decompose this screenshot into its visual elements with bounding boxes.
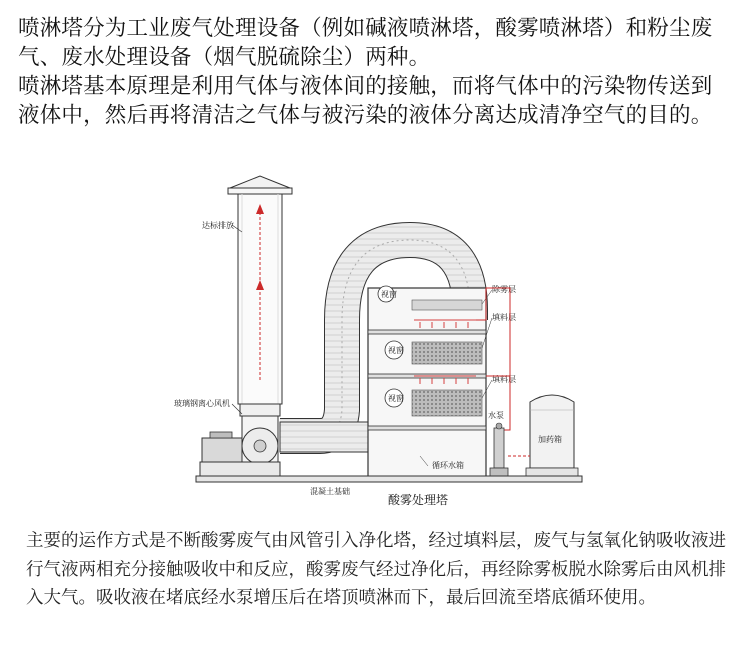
exhaust-stack <box>238 194 282 404</box>
diagram-svg <box>170 170 590 510</box>
stack-hood <box>228 176 292 194</box>
summary-paragraph: 主要的运作方式是不断酸雾废气由风管引入净化塔，经过填料层，废气与氢氧化钠吸收液进行气液两相充分接触吸收中和反应，酸雾废气经过净化后，再经除雾板脱水除雾后由风机排入大气。吸收液在堵底经水泵增压后在塔顶喷淋而下，最后回流至塔底循环使用。 <box>26 531 726 608</box>
packing-label-1: 填料层 <box>492 313 516 322</box>
summary-text <box>26 527 736 613</box>
tower-caption: 酸雾处理塔 <box>388 493 449 507</box>
fan-label: 玻璃钢离心风机 <box>174 399 230 408</box>
packing-label-2: 填料层 <box>492 375 516 384</box>
circ-tank-label: 循环水箱 <box>432 461 464 470</box>
intro-text <box>18 14 734 130</box>
base-label: 混凝土基础 <box>310 487 350 496</box>
intro-paragraph-2: 喷淋塔基本原理是利用气体与液体间的接触，而将气体中的污染物传送到液体中，然后再将清洁之气体与被污染的液体分离达成清净空气的目的。 <box>18 74 713 128</box>
tank-label: 加药箱 <box>538 435 562 444</box>
svg-text:视窗: 视窗 <box>388 394 404 403</box>
spray-tower-diagram <box>170 170 590 510</box>
intro-paragraph-1: 喷淋塔分为工业废气处理设备（例如碱液喷淋塔，酸雾喷淋塔）和粉尘废气、废水处理设备（烟气脱硫除尘）两种。 <box>18 16 713 70</box>
stack-label: 达标排放 <box>202 221 234 230</box>
pump-label: 水泵 <box>488 411 504 420</box>
packing-layer-1 <box>412 342 482 364</box>
concrete-base <box>196 476 582 482</box>
centrifugal-fan <box>200 404 280 476</box>
inlet-duct <box>280 422 370 452</box>
water-pump <box>490 423 508 476</box>
packing-layer-2 <box>412 390 482 416</box>
svg-text:视窗: 视窗 <box>388 346 404 355</box>
demister-label: 除雾层 <box>492 285 516 294</box>
svg-text:视窗: 视窗 <box>381 290 397 299</box>
demister-layer <box>412 300 482 310</box>
tower-body <box>368 286 486 478</box>
